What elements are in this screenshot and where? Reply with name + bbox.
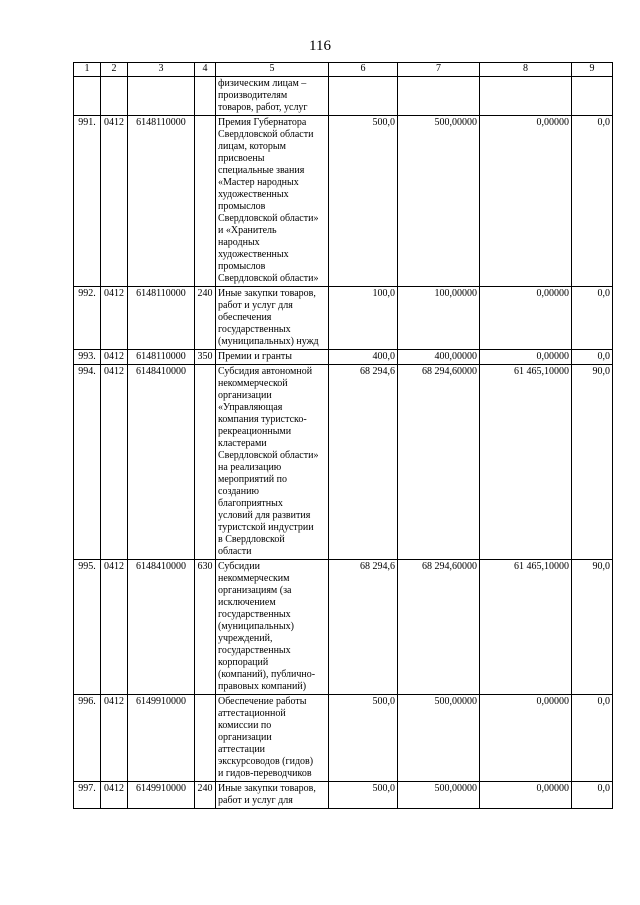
text-line: и «Хранитель (218, 225, 277, 236)
text-line: Премии и гранты (218, 351, 293, 362)
text-line: организации (218, 732, 272, 743)
expense-type-code: 350 (195, 350, 216, 365)
row-number: 997. (74, 782, 101, 809)
row-number: 994. (74, 365, 101, 560)
section-code: 0412 (101, 695, 128, 782)
target-article-code: 6149910000 (128, 695, 195, 782)
expense-type-code (195, 695, 216, 782)
continuation-row (74, 77, 613, 116)
text-line: (муниципальных) (218, 621, 294, 632)
target-article-code: 6148110000 (128, 116, 195, 287)
item-name (216, 365, 329, 560)
column-header: 5 (216, 63, 329, 77)
text-line: (муниципальных) нужд (218, 336, 319, 347)
section-code: 0412 (101, 287, 128, 350)
text-line: промыслов (218, 261, 266, 272)
section-code: 0412 (101, 365, 128, 560)
text-line: государственных (218, 324, 291, 335)
expense-type-code: 630 (195, 560, 216, 695)
column-header: 4 (195, 63, 216, 77)
text-line: организации (218, 390, 272, 401)
text-line: (компаний), публично- (218, 669, 316, 680)
column-header: 2 (101, 63, 128, 77)
text-line: «Мастер народных (218, 177, 299, 188)
target-article-code: 6148110000 (128, 350, 195, 365)
planned-amount: 68 294,6 (329, 560, 398, 695)
text-line: туристской индустрии (218, 522, 314, 533)
text-line: в Свердловской (218, 534, 285, 545)
cell-empty (128, 77, 195, 116)
target-article-code: 6148110000 (128, 287, 195, 350)
text-line: области (218, 546, 252, 557)
cell-empty (398, 77, 480, 116)
continuation-text (216, 77, 329, 116)
text-line: физическим лицам – (218, 78, 307, 89)
executed-amount: 61 465,10000 (480, 365, 572, 560)
text-line: художественных (218, 189, 289, 200)
text-line: обеспечения (218, 312, 272, 323)
text-line: благоприятных (218, 498, 283, 509)
section-code: 0412 (101, 116, 128, 287)
text-line: компания туристско- (218, 414, 307, 425)
cell-empty (480, 77, 572, 116)
text-line: созданию (218, 486, 259, 497)
table-row (74, 350, 613, 365)
table-row (74, 560, 613, 695)
item-name (216, 695, 329, 782)
item-name (216, 782, 329, 809)
text-line: государственных (218, 645, 291, 656)
expense-type-code (195, 365, 216, 560)
column-header: 6 (329, 63, 398, 77)
execution-percent: 0,0 (572, 116, 613, 287)
text-line: специальные звания (218, 165, 305, 176)
text-line: на реализацию (218, 462, 282, 473)
text-line: промыслов (218, 201, 266, 212)
table-row (74, 695, 613, 782)
text-line: экскурсоводов (гидов) (218, 756, 314, 767)
column-header: 1 (74, 63, 101, 77)
text-line: аттестации (218, 744, 266, 755)
planned-amount: 500,0 (329, 116, 398, 287)
planned-amount: 400,0 (329, 350, 398, 365)
text-line: Иные закупки товаров, (218, 783, 316, 794)
text-line: Обеспечение работы (218, 696, 307, 707)
section-code: 0412 (101, 560, 128, 695)
column-header-row (74, 63, 613, 77)
text-line: Свердловской области» (218, 273, 319, 284)
executed-amount: 0,00000 (480, 695, 572, 782)
execution-percent: 0,0 (572, 287, 613, 350)
table-row (74, 287, 613, 350)
item-name (216, 287, 329, 350)
table-row (74, 116, 613, 287)
planned-amount: 500,0 (329, 782, 398, 809)
text-line: Субсидия автономной (218, 366, 313, 377)
approved-amount: 68 294,60000 (398, 560, 480, 695)
column-header: 8 (480, 63, 572, 77)
execution-percent: 90,0 (572, 365, 613, 560)
execution-percent: 0,0 (572, 695, 613, 782)
text-line: Субсидии (218, 561, 260, 572)
cell-empty (195, 77, 216, 116)
executed-amount: 0,00000 (480, 350, 572, 365)
text-line: производителям (218, 90, 288, 101)
approved-amount: 500,00000 (398, 782, 480, 809)
text-line: некоммерческим (218, 573, 290, 584)
approved-amount: 400,00000 (398, 350, 480, 365)
text-line: работ и услуг для (218, 300, 293, 311)
text-line: некоммерческой (218, 378, 288, 389)
text-line: аттестационной (218, 708, 286, 719)
execution-percent: 0,0 (572, 350, 613, 365)
row-number: 995. (74, 560, 101, 695)
execution-percent: 90,0 (572, 560, 613, 695)
cell-empty (572, 77, 613, 116)
planned-amount: 100,0 (329, 287, 398, 350)
expense-type-code: 240 (195, 287, 216, 350)
text-line: товаров, работ, услуг (218, 102, 308, 113)
column-header: 3 (128, 63, 195, 77)
column-header: 9 (572, 63, 613, 77)
text-line: правовых компаний) (218, 681, 307, 692)
text-line: государственных (218, 609, 291, 620)
budget-table (73, 62, 613, 809)
text-line: народных (218, 237, 260, 248)
text-line: Премия Губернатора (218, 117, 307, 128)
target-article-code: 6148410000 (128, 560, 195, 695)
expense-type-code: 240 (195, 782, 216, 809)
approved-amount: 100,00000 (398, 287, 480, 350)
planned-amount: 68 294,6 (329, 365, 398, 560)
text-line: комиссии по (218, 720, 272, 731)
text-line: «Управляющая (218, 402, 283, 413)
approved-amount: 500,00000 (398, 695, 480, 782)
text-line: кластерами (218, 438, 267, 449)
column-header: 7 (398, 63, 480, 77)
text-line: рекреационными (218, 426, 292, 437)
text-line: учреждений, (218, 633, 273, 644)
target-article-code: 6149910000 (128, 782, 195, 809)
table-row (74, 782, 613, 809)
approved-amount: 500,00000 (398, 116, 480, 287)
executed-amount: 0,00000 (480, 782, 572, 809)
planned-amount: 500,0 (329, 695, 398, 782)
item-name (216, 350, 329, 365)
cell-empty (74, 77, 101, 116)
executed-amount: 61 465,10000 (480, 560, 572, 695)
item-name (216, 116, 329, 287)
approved-amount: 68 294,60000 (398, 365, 480, 560)
expense-type-code (195, 116, 216, 287)
row-number: 993. (74, 350, 101, 365)
text-line: и гидов-переводчиков (218, 768, 312, 779)
text-line: Свердловской области» (218, 213, 319, 224)
row-number: 996. (74, 695, 101, 782)
text-line: Свердловской области (218, 129, 314, 140)
text-line: лицам, которым (218, 141, 286, 152)
text-line: организациям (за (218, 585, 292, 596)
section-code: 0412 (101, 782, 128, 809)
text-line: работ и услуг для (218, 795, 293, 806)
text-line: условий для развития (218, 510, 311, 521)
text-line: присвоены (218, 153, 265, 164)
text-line: корпораций (218, 657, 269, 668)
text-line: художественных (218, 249, 289, 260)
text-line: Иные закупки товаров, (218, 288, 316, 299)
executed-amount: 0,00000 (480, 116, 572, 287)
cell-empty (329, 77, 398, 116)
table-row (74, 365, 613, 560)
text-line: мероприятий по (218, 474, 287, 485)
target-article-code: 6148410000 (128, 365, 195, 560)
executed-amount: 0,00000 (480, 287, 572, 350)
section-code: 0412 (101, 350, 128, 365)
execution-percent: 0,0 (572, 782, 613, 809)
item-name (216, 560, 329, 695)
text-line: исключением (218, 597, 276, 608)
row-number: 992. (74, 287, 101, 350)
cell-empty (101, 77, 128, 116)
text-line: Свердловской области» (218, 450, 319, 461)
page-number: 116 (309, 38, 331, 54)
row-number: 991. (74, 116, 101, 287)
